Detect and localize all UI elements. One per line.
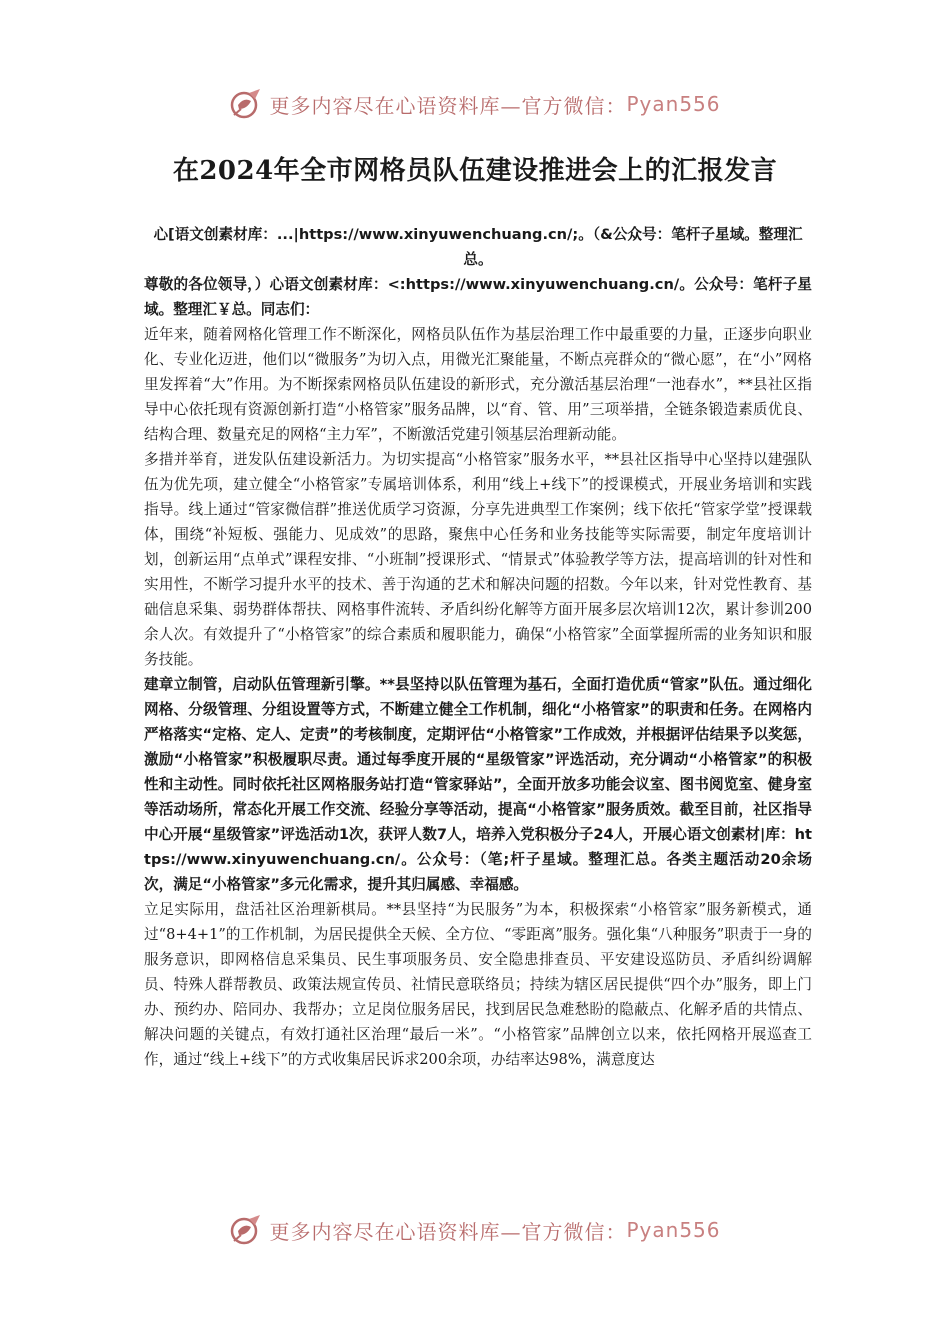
paragraph-service: 立足实际用，盘活社区治理新棋局。**县坚持“为民服务”为本，积极探索“小格管家”服务新模式，通过“8+4+1”的工作机制，为居民提供全天候、全方位、“零距离”服务。强化集“八种服务”职责于一身的服务意识，即网格信息采集员、民生事项服务员、安全隐患排查员、平安建设巡防员、矛盾纠纷调解员、特殊人群帮教员、政策法规宣传员、社情民意联络员；持续为辖区居民提供“四个办”服务，即上门办、预约办、陪同办、我帮办；立足岗位服务居民，找到居民急难愁盼的隐蔽点、化解矛盾的共情点、解决问题的关键点，有效打通社区治理“最后一米”。“小格管家”品牌创立以来，依托网格开展巡查工作，通过“线上+线下”的方式收集居民诉求200余项，办结率达98%，满意度达 — [144, 901, 812, 1068]
paragraph-training: 多措并举育，迸发队伍建设新活力。为切实提高“小格管家”服务水平，**县社区指导中心坚持以建强队伍为优先项，建立健全“小格管家”专属培训体系，利用“线上+线下”的授课模式，开展业务培训和实践指导。线上通过“管家微信群”推送优质学习资源，分享先进典型工作案例；线下依托“管家学堂”授课载体，围绕“补短板、强能力、见成效”的思路，聚焦中心任务和业务技能等实际需要，制定年度培训计划，创新运用“点单式”课程安排、“小班制”授课形式、“情景式”体验教学等方法，提高培训的针对性和实用性，不断学习提升水平的技术、善于沟通的艺术和解决问题的招数。今年以来，针对党性教育、基础信息采集、弱势群体帮扶、网格事件流转、矛盾纠纷化解等方面开展多层次培训12次，累计参训200余人次。有效提升了“小格管家”的综合素质和履职能力，确保“小格管家”全面掌握所需的业务知识和服务技能。 — [144, 451, 812, 668]
greeting: 尊敬的各位领导，）心语文创素材库：<:https://www.xinyuwenchuang.cn/。公众号：笔杆子星域。整理汇￥总。同志们： — [144, 276, 812, 318]
watermark-text: 更多内容尽在心语资料库—官方微信： — [269, 93, 627, 118]
watermark-text: 更多内容尽在心语资料库—官方微信： — [269, 1219, 627, 1244]
watermark-id: Pyan556 — [626, 1218, 721, 1242]
source-line: 心[语文创素材库：...|https://www.xinyuwenchuang.cn/;。（&公众号：笔杆子星域。整理汇总。 — [153, 226, 803, 268]
document-title: 在2024年全市网格员队伍建设推进会上的汇报发言 — [172, 156, 778, 186]
paragraph-intro: 近年来，随着网格化管理工作不断深化，网格员队伍作为基层治理工作中最重要的力量，正逐步向职业化、专业化迈进，他们以“微服务”为切入点，用微光汇聚能量，不断点亮群众的“微心愿”，在“小”网格里发挥着“大”作用。为不断探索网格员队伍建设的新形式，充分激活基层治理“一池春水”，**县社区指导中心依托现有资源创新打造“小格管家”服务品牌，以“育、管、用”三项举措，全链条锻造素质优良、结构合理、数量充足的网格“主力军”，不断激活党建引领基层治理新动能。 — [144, 326, 812, 443]
brush-logo-icon — [229, 87, 263, 121]
watermark-banner-top — [0, 82, 950, 126]
brush-logo-icon — [229, 1213, 263, 1247]
watermark-banner-bottom — [0, 1208, 950, 1252]
paragraph-management: 建章立制管，启动队伍管理新引擎。**县坚持以队伍管理为基石，全面打造优质“管家”队伍。通过细化网格、分级管理、分组设置等方式，不断建立健全工作机制，细化“小格管家”的职责和任务。在网格内严格落实“定格、定人、定责”的考核制度，定期评估“小格管家”工作成效，并根据评估结果予以奖惩，激励“小格管家”积极履职尽责。通过每季度开展的“星级管家”评选活动，充分调动“小格管家”的积极性和主动性。同时依托社区网格服务站打造“管家驿站”，全面开放多功能会议室、图书阅览室、健身室等活动场所，常态化开展工作交流、经验分享等活动，提高“小格管家”服务质效。截至目前，社区指导中心开展“星级管家”评选活动1次，获评人数7人，培养入党积极分子24人，开展心语文创素材|库：https://www.xinyuwenchuang.cn/。公众号：（笔;杆子星域。整理汇总。各类主题活动20余场次，满足“小格管家”多元化需求，提升其归属感、幸福感。 — [144, 676, 812, 893]
watermark-id: Pyan556 — [626, 92, 721, 116]
document-body — [144, 222, 812, 1072]
